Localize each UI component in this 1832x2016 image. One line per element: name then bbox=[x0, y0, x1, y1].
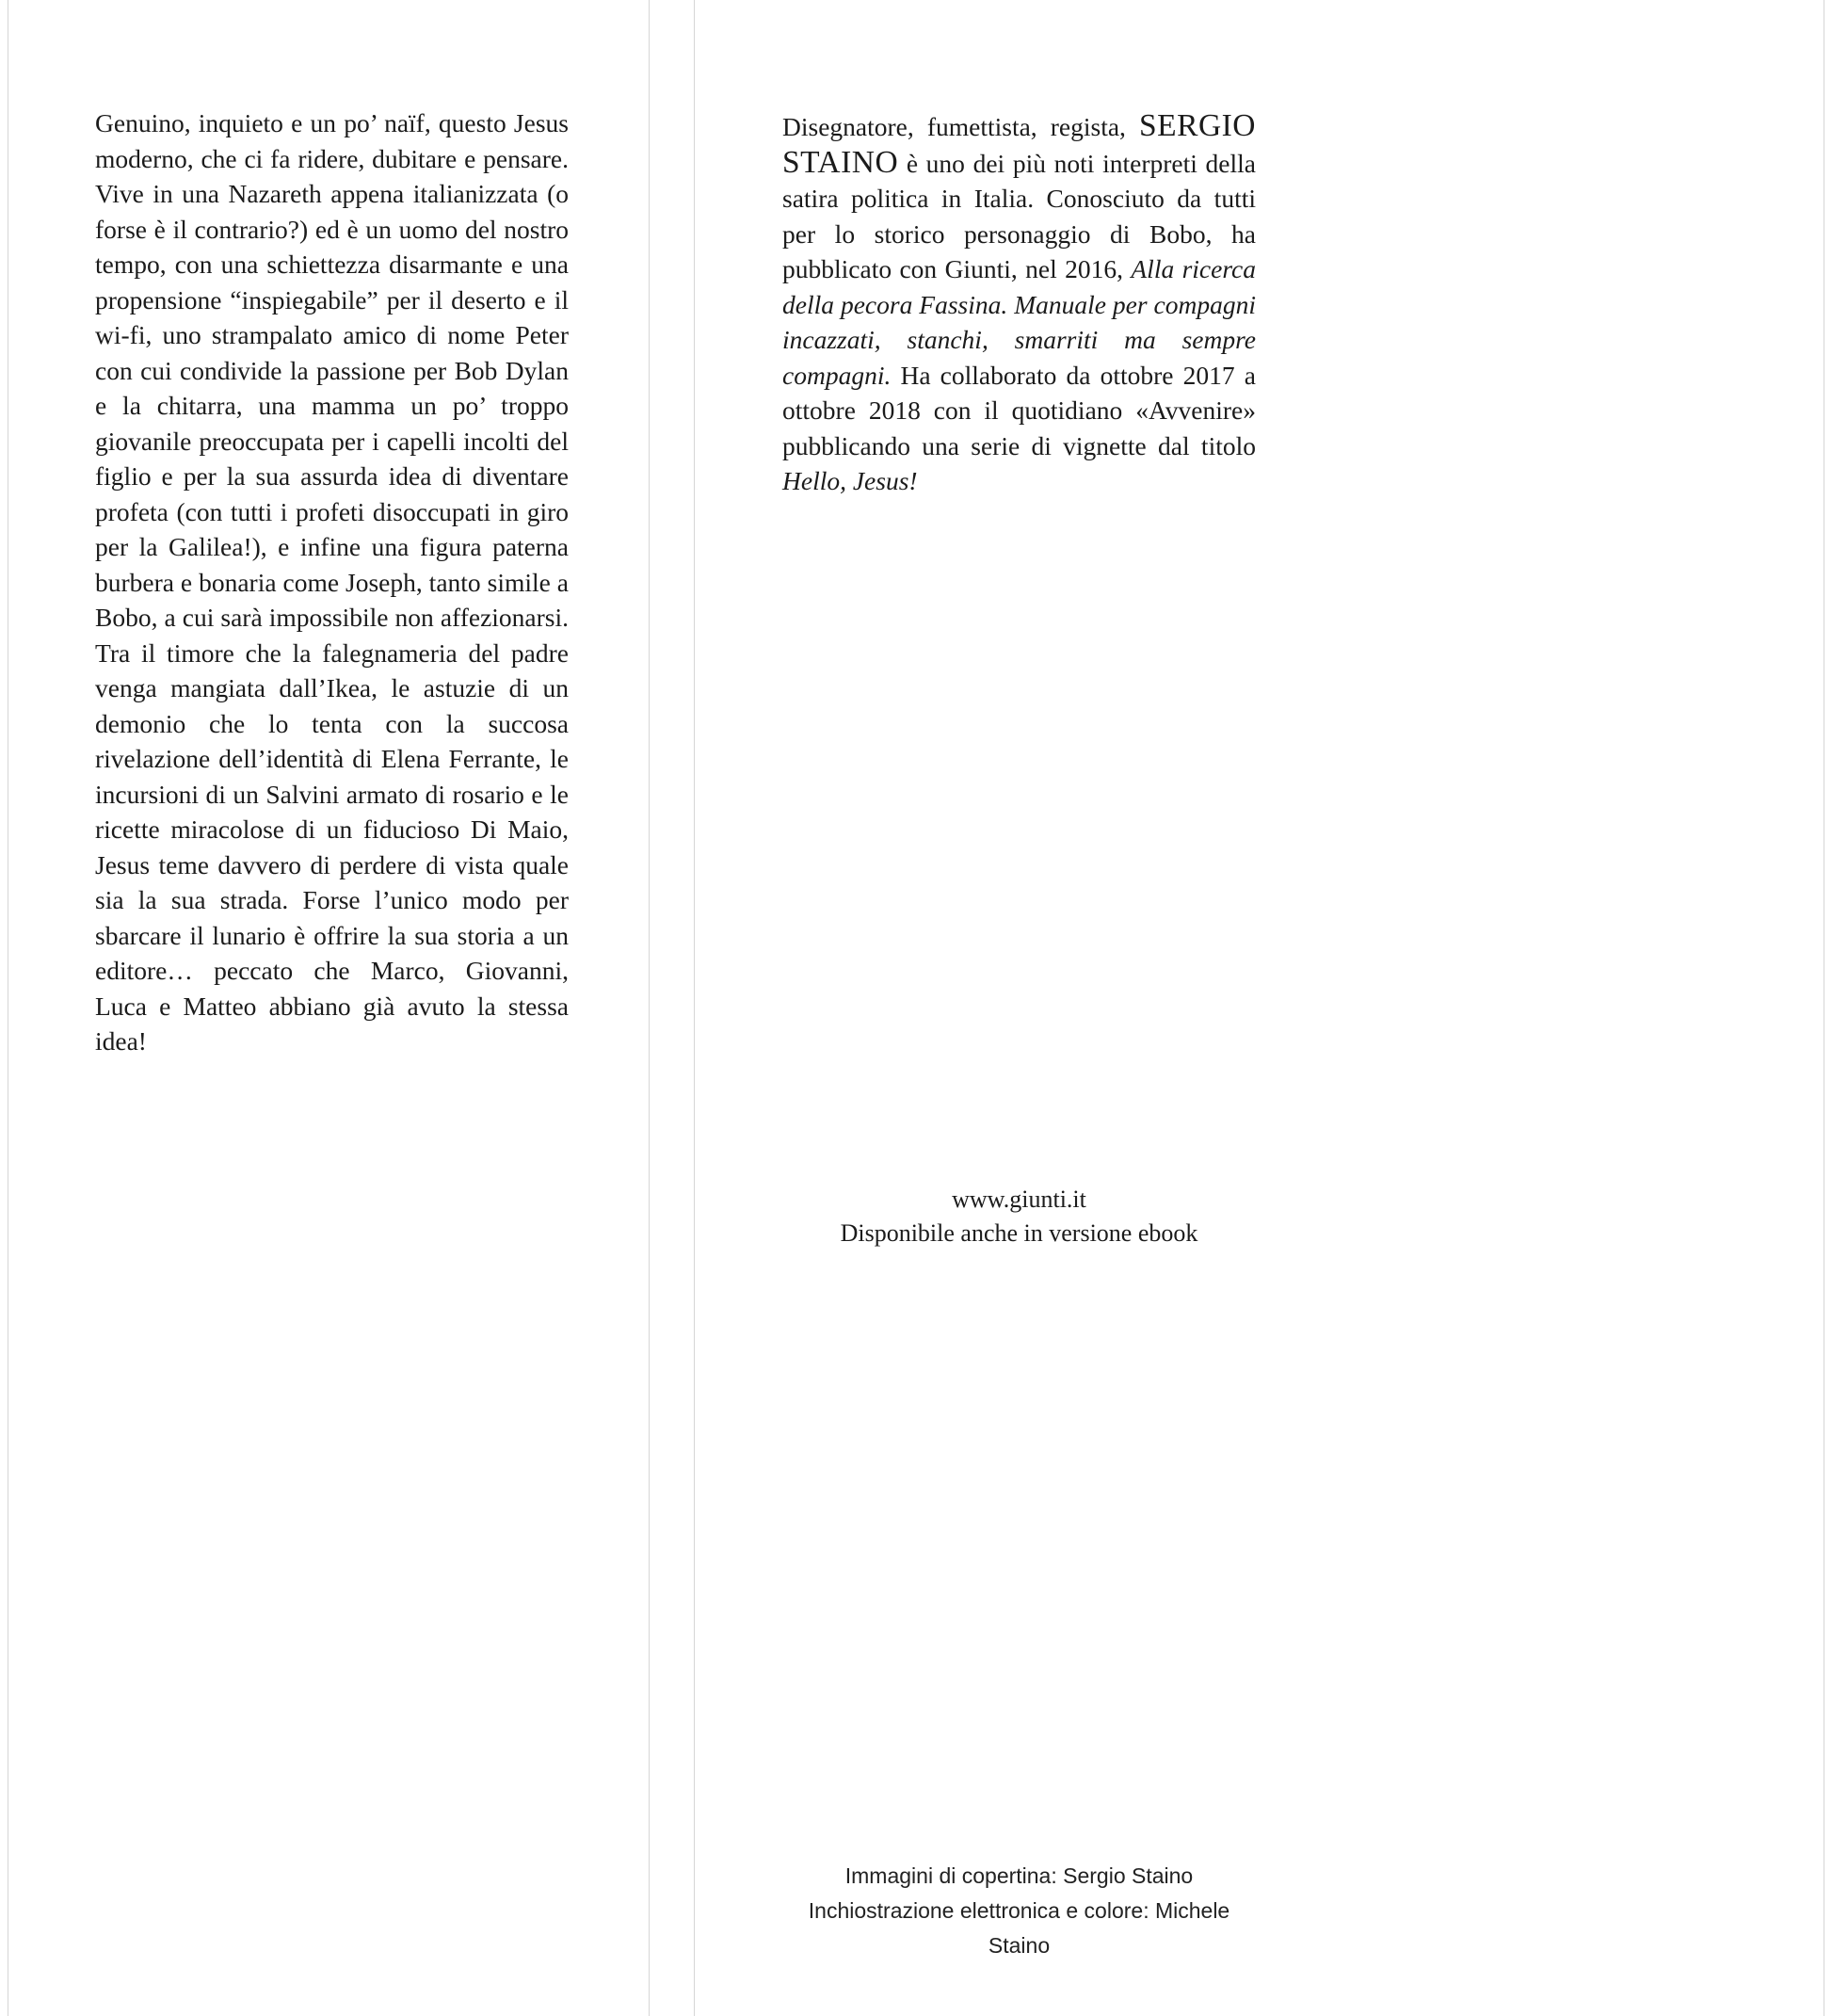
series-title: Hello, Jesus! bbox=[782, 466, 918, 495]
bio-intro-text: Disegnatore, fumettista, regista, bbox=[782, 112, 1140, 141]
inking-credit: Inchiostrazione elettronica e colore: Michele Staino bbox=[808, 1898, 1230, 1958]
left-flap-description: Genuino, inquieto e un po’ naïf, questo Jesus moderno, che ci fa ridere, dubitare e pensare. Vive in una Nazareth appena italianizzata (o forse è il contrario?) ed è un uomo del nostro tempo, con una schiettezza disarmante e una propensione “inspiegabile” per il deserto e il wi-fi, uno strampalato amico di nome Peter con cui condivide la passione per Bob Dylan e la chitarra, una mamma un po’ troppo giovanile preoccupata per i capelli incolti del figlio e per la sua assurda idea di diventare profeta (con tutti i profeti disoccupati in giro per la Galilea!), e infine una figura paterna burbera e bonaria come Joseph, tanto simile a Bobo, a cui sarà impossibile non affezionarsi. Tra il timore che la falegnameria del padre venga mangiata dall’Ikea, le astuzie di un demonio che lo tenta con la succosa rivelazione dell’identità di Elena Ferrante, le incursioni di un Salvini armato di rosario e le ricette miracolose di un fiducioso Di Maio, Jesus teme davvero di perdere di vista quale sia la sua strada. Forse l’unico modo per sbarcare il lunario è offrire la sua storia a un editore… peccato che Marco, Giovanni, Luca e Matteo abbiano già avuto la stessa idea! bbox=[95, 108, 569, 1056]
right-flap bbox=[694, 0, 1824, 2016]
credits-block bbox=[782, 1859, 1256, 1963]
bio-middle-text: è uno dei più noti interpreti della satira politica in Italia. Conosciuto da tutti per lo storico personaggio di Bobo, ha pubblicato con Giunti, nel 2016, bbox=[782, 148, 1256, 283]
ebook-availability: Disponibile anche in versione ebook bbox=[840, 1219, 1198, 1247]
cover-images-credit: Immagini di copertina: Sergio Staino bbox=[844, 1863, 1194, 1888]
book-title: Alla ricerca della pecora Fassina. Manuale per compagni incazzati, stanchi, smarriti ma sempre compagni. bbox=[782, 254, 1256, 390]
left-flap bbox=[8, 0, 650, 2016]
author-name: SERGIO STAINO bbox=[782, 108, 1256, 180]
publisher-info bbox=[782, 1183, 1256, 1250]
author-bio bbox=[782, 108, 1256, 499]
bio-after-text: Ha collaborato da ottobre 2017 a ottobre 2018 con il quotidiano «Avvenire» pubblicando una serie di vignette dal titolo bbox=[782, 360, 1256, 460]
publisher-website: www.giunti.it bbox=[952, 1185, 1086, 1213]
